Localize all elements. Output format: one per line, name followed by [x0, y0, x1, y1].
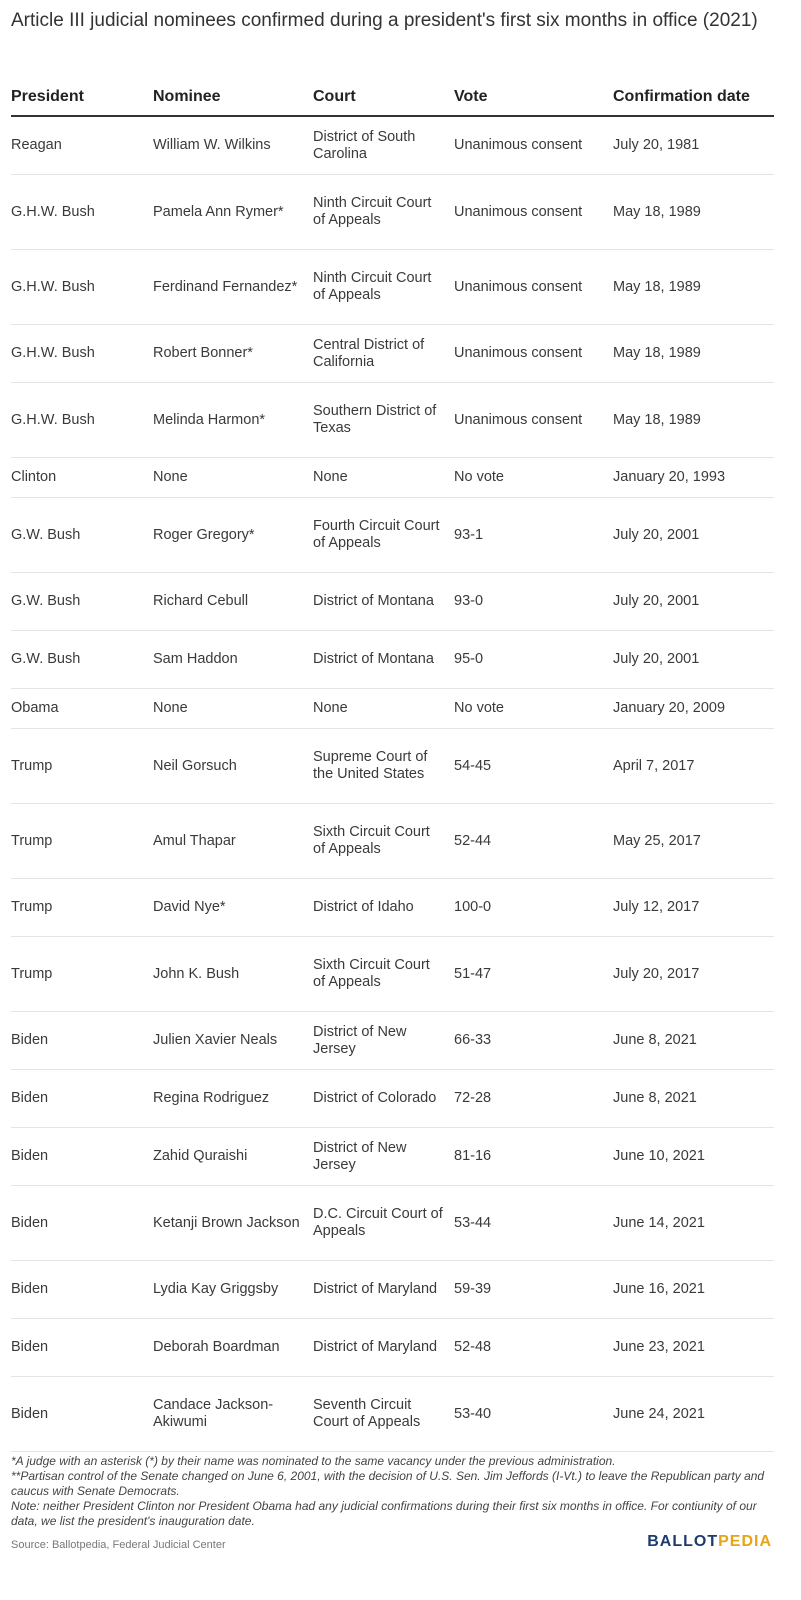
cell-vote: No vote [454, 700, 504, 716]
table-body [11, 117, 774, 1452]
cell-president: G.H.W. Bush [11, 203, 95, 220]
cell-president: G.H.W. Bush [11, 345, 95, 361]
cell-court: District of Maryland [313, 1281, 438, 1297]
cell-president: Trump [11, 965, 53, 982]
cell-nominee: Deborah Boardman [153, 1339, 280, 1355]
ballotpedia-logo [647, 1533, 772, 1551]
table-row [11, 879, 774, 937]
cell-nominee: None [153, 469, 188, 485]
cell-confirmation-date: May 18, 1989 [613, 411, 701, 428]
cell-vote: Unanimous consent [454, 345, 583, 361]
cell-president: Biden [11, 1405, 49, 1422]
table-row [11, 250, 774, 325]
cell-nominee: Richard Cebull [153, 593, 249, 609]
cell-court: D.C. Circuit Court of Appeals [313, 1206, 443, 1239]
cell-vote: 53-44 [454, 1214, 492, 1231]
cell-nominee: Sam Haddon [153, 651, 238, 667]
table-row [11, 729, 774, 804]
cell-court: District of Idaho [313, 899, 414, 915]
cell-confirmation-date: May 18, 1989 [613, 203, 701, 220]
table-row [11, 631, 774, 689]
cell-court: District of Colorado [313, 1090, 437, 1106]
cell-nominee: Neil Gorsuch [153, 757, 237, 774]
cell-court: District of Maryland [313, 1339, 438, 1355]
cell-confirmation-date: June 10, 2021 [613, 1148, 705, 1164]
table-row [11, 1186, 774, 1261]
cell-nominee: Amul Thapar [153, 832, 236, 849]
cell-president: G.H.W. Bush [11, 411, 95, 428]
cell-vote: Unanimous consent [454, 137, 583, 153]
cell-confirmation-date: June 24, 2021 [613, 1405, 705, 1422]
cell-court: District of New Jersey [313, 1023, 407, 1057]
cell-president: G.W. Bush [11, 526, 81, 543]
cell-court: Supreme Court of the United States [313, 749, 428, 782]
cell-nominee: Roger Gregory* [153, 526, 255, 543]
cell-court: District of Montana [313, 651, 434, 667]
cell-president: Trump [11, 832, 53, 849]
cell-vote: 66-33 [454, 1032, 492, 1048]
table-row [11, 804, 774, 879]
cell-vote: No vote [454, 469, 504, 485]
cell-court: District of New Jersey [313, 1139, 407, 1173]
table-row [11, 175, 774, 250]
cell-nominee: Ferdinand Fernandez* [153, 278, 298, 295]
cell-vote: Unanimous consent [454, 278, 583, 295]
cell-president: Obama [11, 700, 59, 716]
cell-confirmation-date: June 14, 2021 [613, 1214, 705, 1231]
cell-nominee: John K. Bush [153, 965, 240, 982]
cell-president: Biden [11, 1281, 49, 1297]
cell-nominee: Zahid Quraishi [153, 1148, 248, 1164]
cell-court: None [313, 700, 348, 716]
cell-president: Biden [11, 1214, 49, 1231]
footnotes [11, 1454, 771, 1529]
cell-confirmation-date: July 20, 2001 [613, 526, 700, 543]
cell-nominee: Melinda Harmon* [153, 411, 266, 428]
cell-court: Central District of California [313, 336, 425, 370]
cell-nominee: Lydia Kay Griggsby [153, 1281, 279, 1297]
table-row [11, 689, 774, 729]
table-row [11, 1128, 774, 1186]
logo-part-pedia: PEDIA [718, 1533, 772, 1550]
logo-part-ballot: BALLOT [647, 1533, 719, 1550]
cell-court: None [313, 469, 348, 485]
cell-vote: 52-44 [454, 832, 492, 849]
cell-confirmation-date: May 18, 1989 [613, 278, 701, 295]
cell-vote: Unanimous consent [454, 203, 583, 220]
header-court: Court [313, 87, 356, 105]
table-row [11, 117, 774, 175]
cell-confirmation-date: July 20, 2001 [613, 651, 700, 667]
table-row [11, 383, 774, 458]
cell-confirmation-date: July 12, 2017 [613, 899, 700, 915]
header-vote: Vote [454, 87, 488, 105]
cell-nominee: Robert Bonner* [153, 345, 253, 361]
cell-president: Biden [11, 1339, 49, 1355]
table-row [11, 498, 774, 573]
cell-vote: 53-40 [454, 1405, 492, 1422]
footnote-double-asterisk: **Partisan control of the Senate changed on June 6, 2001, with the decision of U.S. Sen. Jim Jeffords (I-Vt.) to leave the Republican party and caucus with Senate Democrats. [11, 1469, 765, 1498]
cell-president: Trump [11, 899, 53, 915]
cell-court: Southern District of Texas [313, 403, 437, 436]
cell-president: G.H.W. Bush [11, 278, 95, 295]
table-row [11, 1012, 774, 1070]
cell-president: Reagan [11, 137, 62, 153]
table-row [11, 1070, 774, 1128]
cell-president: G.W. Bush [11, 593, 81, 609]
table-row [11, 573, 774, 631]
table-row [11, 937, 774, 1012]
cell-confirmation-date: July 20, 1981 [613, 137, 700, 153]
cell-president: Clinton [11, 469, 57, 485]
cell-confirmation-date: January 20, 1993 [613, 469, 726, 485]
nominees-table [11, 78, 774, 1452]
header-nominee: Nominee [153, 87, 221, 105]
footnote-note: Note: neither President Clinton nor President Obama had any judicial confirmations during their first six months in office. For contiunity of our data, we list the president's inauguration date. [11, 1499, 757, 1528]
cell-vote: 72-28 [454, 1090, 492, 1106]
cell-court: Ninth Circuit Court of Appeals [313, 195, 432, 228]
cell-vote: 100-0 [454, 899, 492, 915]
cell-nominee: None [153, 700, 188, 716]
cell-vote: 95-0 [454, 651, 484, 667]
cell-court: Fourth Circuit Court of Appeals [313, 518, 440, 551]
cell-court: Ninth Circuit Court of Appeals [313, 270, 432, 303]
source-credit: Source: Ballotpedia, Federal Judicial Center [11, 1539, 226, 1551]
cell-court: Sixth Circuit Court of Appeals [313, 824, 430, 857]
cell-vote: 93-1 [454, 526, 484, 543]
footnote-asterisk: *A judge with an asterisk (*) by their name was nominated to the same vacancy under the previous administration. [11, 1454, 616, 1468]
table-header [11, 78, 774, 117]
cell-nominee: Julien Xavier Neals [153, 1032, 278, 1048]
cell-confirmation-date: January 20, 2009 [613, 700, 726, 716]
cell-vote: Unanimous consent [454, 411, 583, 428]
cell-confirmation-date: May 25, 2017 [613, 832, 701, 849]
cell-confirmation-date: June 8, 2021 [613, 1090, 697, 1106]
cell-confirmation-date: April 7, 2017 [613, 757, 695, 774]
cell-confirmation-date: June 23, 2021 [613, 1339, 705, 1355]
cell-nominee: Regina Rodriguez [153, 1090, 270, 1106]
cell-nominee: Candace Jackson-Akiwumi [153, 1397, 274, 1430]
cell-vote: 52-48 [454, 1339, 492, 1355]
cell-president: G.W. Bush [11, 651, 81, 667]
table-row [11, 458, 774, 498]
cell-confirmation-date: June 8, 2021 [613, 1032, 697, 1048]
cell-court: District of Montana [313, 593, 434, 609]
cell-confirmation-date: June 16, 2021 [613, 1281, 705, 1297]
cell-president: Trump [11, 757, 53, 774]
table-row [11, 1377, 774, 1452]
cell-court: Sixth Circuit Court of Appeals [313, 957, 430, 990]
cell-confirmation-date: May 18, 1989 [613, 345, 701, 361]
cell-president: Biden [11, 1090, 49, 1106]
cell-nominee: Pamela Ann Rymer* [153, 203, 284, 220]
cell-court: District of South Carolina [313, 128, 416, 162]
cell-nominee: Ketanji Brown Jackson [153, 1214, 300, 1231]
cell-vote: 81-16 [454, 1148, 492, 1164]
cell-nominee: William W. Wilkins [153, 137, 271, 153]
cell-vote: 93-0 [454, 593, 484, 609]
cell-vote: 51-47 [454, 965, 492, 982]
cell-court: Seventh Circuit Court of Appeals [313, 1397, 421, 1430]
table-row [11, 1319, 774, 1377]
table-row [11, 325, 774, 383]
table-row [11, 1261, 774, 1319]
cell-vote: 59-39 [454, 1281, 492, 1297]
cell-confirmation-date: July 20, 2001 [613, 593, 700, 609]
cell-president: Biden [11, 1148, 49, 1164]
cell-nominee: David Nye* [153, 899, 226, 915]
chart-title: Article III judicial nominees confirmed during a president's first six months in office (2021) [11, 10, 758, 31]
header-president: President [11, 87, 84, 105]
cell-vote: 54-45 [454, 757, 492, 774]
cell-president: Biden [11, 1032, 49, 1048]
header-confirmation-date: Confirmation date [613, 87, 750, 105]
cell-confirmation-date: July 20, 2017 [613, 965, 700, 982]
